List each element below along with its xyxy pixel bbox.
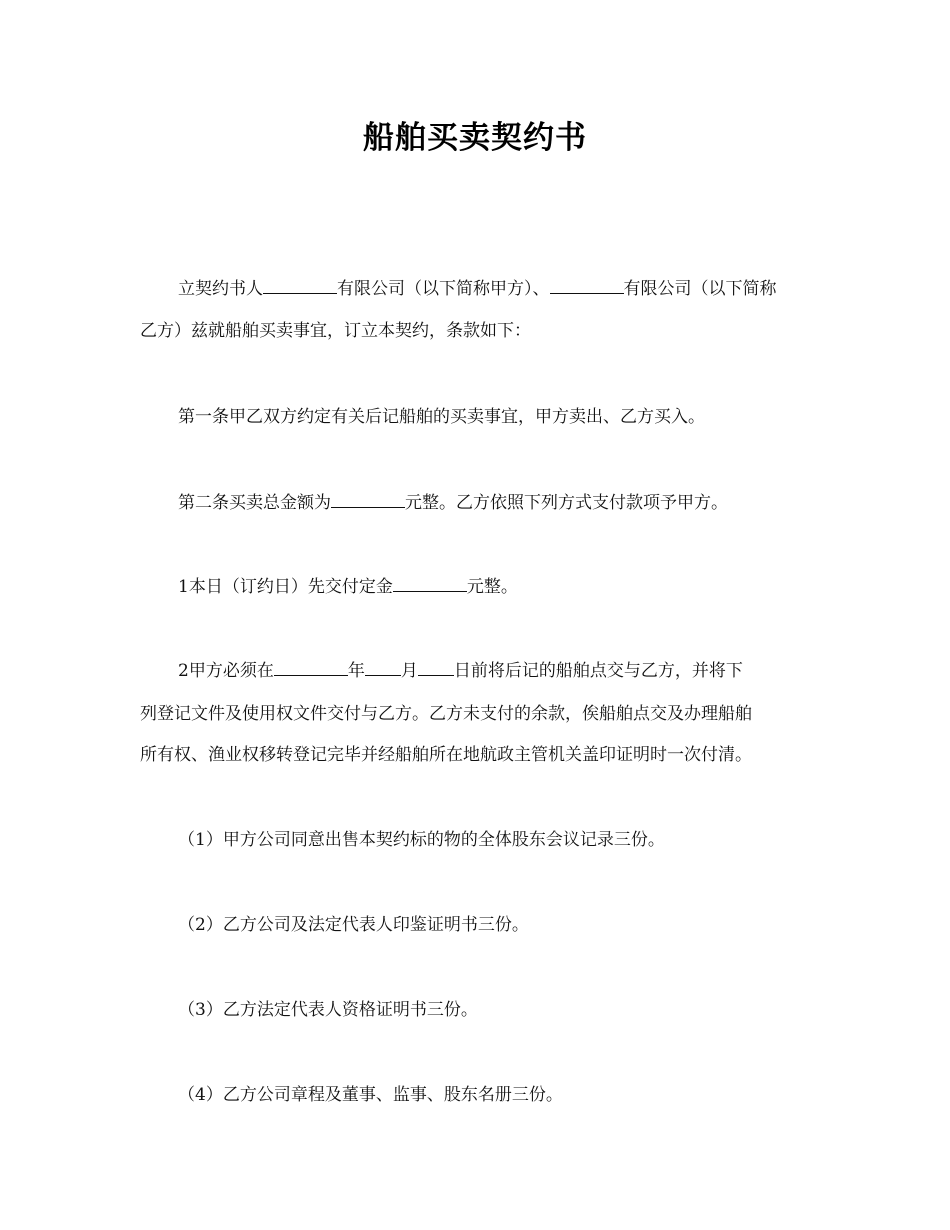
document-title: 船舶买卖契约书 [363,120,587,156]
article-2-text-b: 元整。乙方依照下列方式支付款项予甲方。 [405,493,728,513]
total-amount-blank [331,489,405,508]
item-1-text-a: 1本日（订约日）先交付定金 [178,577,393,597]
item-2-text-c: 月 [400,661,418,681]
payment-item-1 [178,573,518,599]
payment-item-2-line-3: 所有权、渔业权移转登记完毕并经船舶所在地航政主管机关盖印证明时一次付清。 [140,745,752,765]
article-2 [178,489,728,515]
document-list-item: （1）甲方公司同意出售本契约标的物的全体股东会议记录三份。 [178,830,665,850]
intro-line-2: 乙方）兹就船舶买卖事宜，订立本契约，条款如下： [140,321,531,341]
intro-line-1 [178,275,777,301]
article-2-text-a: 第二条买卖总金额为 [178,493,331,513]
item-2-text-a: 2甲方必须在 [178,661,274,681]
payment-item-2-line-2: 列登记文件及使用权文件交付与乙方。乙方未支付的余款，俟船舶点交及办理船舶 [140,704,752,724]
party-b-blank [550,275,624,294]
day-blank [418,657,454,676]
payment-item-2-line-1 [178,657,743,683]
year-blank [274,657,348,676]
intro-text-a: 立契约书人 [178,279,263,299]
article-1: 第一条甲乙双方约定有关后记船舶的买卖事宜，甲方卖出、乙方买入。 [178,407,705,427]
item-2-text-b: 年 [347,661,365,681]
document-list-item: （4）乙方公司章程及董事、监事、股东名册三份。 [178,1085,563,1105]
intro-text-c: 有限公司（以下简称 [623,279,777,299]
party-a-blank [263,275,337,294]
item-1-text-b: 元整。 [466,577,518,597]
item-2-text-d: 日前将后记的船舶点交与乙方，并将下 [453,661,743,681]
document-list-item: （2）乙方公司及法定代表人印鉴证明书三份。 [178,915,529,935]
intro-text-b: 有限公司（以下简称甲方）、 [337,279,550,299]
document-list-item: （3）乙方法定代表人资格证明书三份。 [178,1000,478,1020]
deposit-blank [393,573,467,592]
month-blank [365,657,401,676]
